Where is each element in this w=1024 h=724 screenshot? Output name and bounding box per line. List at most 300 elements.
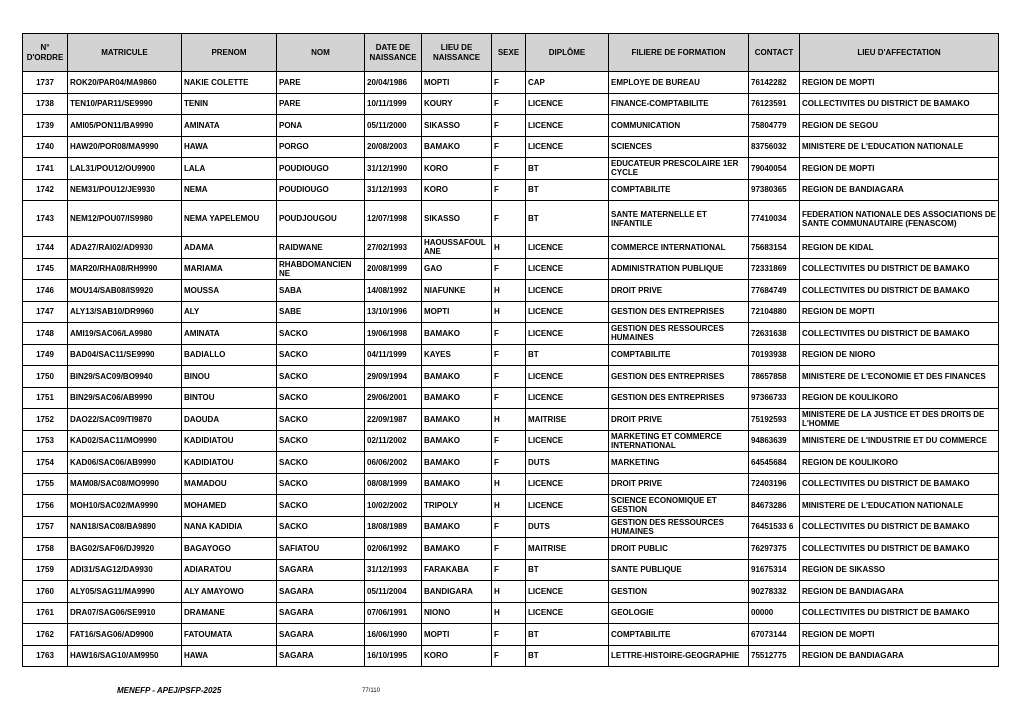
cell-sexe: H [492,280,526,302]
table-row [23,645,999,667]
cell-diplome: LICENCE [526,93,609,115]
cell-prenom: KADIDIATOU [182,430,277,452]
cell-filiere: GESTION DES ENTREPRISES [609,387,749,409]
col-header-sexe: SEXE [492,34,526,72]
cell-nom: SACKO [277,516,365,538]
cell-matricule: NAN18/SAC08/BA9890 [68,516,182,538]
cell-lieu: FARAKABA [422,559,492,581]
cell-nom: SACKO [277,473,365,495]
cell-diplome: LICENCE [526,280,609,302]
cell-affectation: REGION DE MOPTI [800,301,999,323]
cell-filiere: SANTE PUBLIQUE [609,559,749,581]
cell-lieu: BAMAKO [422,430,492,452]
cell-diplome: BT [526,158,609,180]
cell-matricule: LAL31/POU12/OU9900 [68,158,182,180]
cell-sexe: H [492,473,526,495]
cell-date: 20/08/1999 [365,258,422,280]
cell-matricule: KAD06/SAC06/AB9990 [68,452,182,474]
cell-diplome: LICENCE [526,495,609,517]
cell-affectation: REGION DE MOPTI [800,72,999,94]
cell-diplome: DUTS [526,516,609,538]
cell-ordre: 1742 [23,179,68,201]
cell-sexe: F [492,387,526,409]
cell-matricule: NEM12/POU07/IS9980 [68,201,182,237]
table-row [23,516,999,538]
cell-diplome: MAITRISE [526,409,609,431]
cell-date: 19/06/1998 [365,323,422,345]
cell-prenom: ALY [182,301,277,323]
cell-sexe: F [492,93,526,115]
cell-nom: PARE [277,93,365,115]
cell-date: 10/11/1999 [365,93,422,115]
cell-contact: 91675314 [749,559,800,581]
cell-nom: SAGARA [277,581,365,603]
table-row [23,366,999,388]
cell-contact: 75683154 [749,237,800,259]
cell-contact: 97366733 [749,387,800,409]
cell-sexe: H [492,409,526,431]
cell-sexe: F [492,366,526,388]
cell-diplome: BT [526,645,609,667]
table-row [23,93,999,115]
col-header-diplome: DIPLÔME [526,34,609,72]
cell-contact: 90278332 [749,581,800,603]
cell-prenom: HAWA [182,645,277,667]
cell-lieu: KAYES [422,344,492,366]
cell-contact: 76142282 [749,72,800,94]
cell-ordre: 1758 [23,538,68,560]
cell-lieu: BAMAKO [422,387,492,409]
cell-ordre: 1743 [23,201,68,237]
cell-contact: 67073144 [749,624,800,646]
cell-sexe: H [492,581,526,603]
cell-contact: 70193938 [749,344,800,366]
cell-ordre: 1762 [23,624,68,646]
cell-diplome: BT [526,201,609,237]
cell-diplome: CAP [526,72,609,94]
cell-ordre: 1744 [23,237,68,259]
cell-affectation: REGION DE KIDAL [800,237,999,259]
cell-nom: RAIDWANE [277,237,365,259]
cell-filiere: COMPTABILITE [609,179,749,201]
cell-ordre: 1746 [23,280,68,302]
cell-nom: PORGO [277,136,365,158]
cell-filiere: SCIENCE ECONOMIQUE ET GESTION [609,495,749,517]
cell-contact: 72631638 [749,323,800,345]
cell-diplome: LICENCE [526,237,609,259]
cell-lieu: BAMAKO [422,538,492,560]
cell-diplome: LICENCE [526,366,609,388]
table-row [23,158,999,180]
cell-sexe: F [492,158,526,180]
col-header-ordre: N° D'ORDRE [23,34,68,72]
cell-date: 16/06/1990 [365,624,422,646]
cell-ordre: 1759 [23,559,68,581]
cell-affectation: COLLECTIVITES DU DISTRICT DE BAMAKO [800,323,999,345]
cell-diplome: BT [526,179,609,201]
table-row [23,115,999,137]
cell-prenom: AMINATA [182,323,277,345]
cell-matricule: BAD04/SAC11/SE9990 [68,344,182,366]
cell-filiere: COMPTABILITE [609,344,749,366]
cell-prenom: TENIN [182,93,277,115]
cell-sexe: F [492,538,526,560]
cell-filiere: SCIENCES [609,136,749,158]
cell-sexe: H [492,602,526,624]
cell-date: 02/06/1992 [365,538,422,560]
cell-sexe: H [492,237,526,259]
cell-date: 07/06/1991 [365,602,422,624]
table-body [23,72,999,667]
cell-contact: 94863639 [749,430,800,452]
cell-sexe: F [492,645,526,667]
cell-diplome: DUTS [526,452,609,474]
candidates-table [22,33,999,667]
cell-nom: SABA [277,280,365,302]
cell-ordre: 1753 [23,430,68,452]
table-row [23,136,999,158]
cell-filiere: EMPLOYE DE BUREAU [609,72,749,94]
cell-lieu: NIAFUNKE [422,280,492,302]
cell-date: 05/11/2000 [365,115,422,137]
cell-diplome: LICENCE [526,602,609,624]
cell-ordre: 1763 [23,645,68,667]
cell-filiere: GESTION DES ENTREPRISES [609,366,749,388]
cell-date: 12/07/1998 [365,201,422,237]
cell-date: 31/12/1993 [365,559,422,581]
cell-contact: 64545684 [749,452,800,474]
table-row [23,495,999,517]
cell-diplome: BT [526,559,609,581]
cell-filiere: COMMERCE INTERNATIONAL [609,237,749,259]
cell-filiere: GEOLOGIE [609,602,749,624]
cell-diplome: MAITRISE [526,538,609,560]
cell-affectation: MINISTERE DE LA JUSTICE ET DES DROITS DE L'HOMME [800,409,999,431]
table-row [23,602,999,624]
cell-contact: 79040054 [749,158,800,180]
cell-lieu: NIONO [422,602,492,624]
footer-reference: MENEFP - APEJ/PSFP-2025 [117,686,222,695]
cell-sexe: F [492,624,526,646]
cell-ordre: 1760 [23,581,68,603]
cell-affectation: MINISTERE DE L'EDUCATION NATIONALE [800,136,999,158]
cell-affectation: REGION DE MOPTI [800,624,999,646]
cell-diplome: BT [526,344,609,366]
cell-ordre: 1737 [23,72,68,94]
table-header-row [23,34,999,72]
table-row [23,301,999,323]
col-header-prenom: PRENOM [182,34,277,72]
cell-prenom: BINTOU [182,387,277,409]
cell-nom: SAGARA [277,559,365,581]
cell-affectation: MINISTERE DE L'INDUSTRIE ET DU COMMERCE [800,430,999,452]
cell-filiere: ADMINISTRATION PUBLIQUE [609,258,749,280]
cell-prenom: MOHAMED [182,495,277,517]
cell-nom: SAGARA [277,624,365,646]
table-row [23,581,999,603]
cell-affectation: COLLECTIVITES DU DISTRICT DE BAMAKO [800,280,999,302]
cell-nom: POUDIOUGO [277,158,365,180]
table-row [23,430,999,452]
cell-prenom: AMINATA [182,115,277,137]
cell-lieu: BAMAKO [422,366,492,388]
cell-ordre: 1738 [23,93,68,115]
cell-prenom: DRAMANE [182,602,277,624]
cell-date: 05/11/2004 [365,581,422,603]
cell-ordre: 1752 [23,409,68,431]
cell-date: 22/09/1987 [365,409,422,431]
cell-ordre: 1740 [23,136,68,158]
cell-date: 29/09/1994 [365,366,422,388]
cell-matricule: FAT16/SAG06/AD9900 [68,624,182,646]
cell-diplome: LICENCE [526,323,609,345]
cell-ordre: 1754 [23,452,68,474]
cell-ordre: 1749 [23,344,68,366]
cell-ordre: 1748 [23,323,68,345]
cell-prenom: NEMA YAPELEMOU [182,201,277,237]
cell-nom: PONA [277,115,365,137]
cell-matricule: BIN29/SAC09/BO9940 [68,366,182,388]
cell-contact: 84673286 [749,495,800,517]
cell-prenom: BADIALLO [182,344,277,366]
col-header-lieu: LIEU DE NAISSANCE [422,34,492,72]
cell-nom: SAGARA [277,645,365,667]
cell-filiere: DROIT PUBLIC [609,538,749,560]
cell-matricule: BIN29/SAC06/AB9990 [68,387,182,409]
cell-prenom: ADIARATOU [182,559,277,581]
page-number: 77/110 [362,688,380,694]
cell-diplome: LICENCE [526,473,609,495]
cell-date: 16/10/1995 [365,645,422,667]
cell-sexe: F [492,323,526,345]
cell-matricule: ALY13/SAB10/DR9960 [68,301,182,323]
cell-ordre: 1755 [23,473,68,495]
cell-contact: 72104880 [749,301,800,323]
cell-nom: SABE [277,301,365,323]
cell-matricule: MOU14/SAB08/IS9920 [68,280,182,302]
table-row [23,179,999,201]
cell-sexe: H [492,301,526,323]
cell-nom: SACKO [277,323,365,345]
cell-matricule: ROK20/PAR04/MA9860 [68,72,182,94]
cell-sexe: F [492,452,526,474]
cell-matricule: AMI19/SAC06/LA9980 [68,323,182,345]
cell-date: 10/02/2002 [365,495,422,517]
col-header-date: DATE DE NAISSANCE [365,34,422,72]
cell-date: 13/10/1996 [365,301,422,323]
cell-contact: 76451533 6 [749,516,800,538]
cell-sexe: F [492,344,526,366]
cell-diplome: LICENCE [526,136,609,158]
cell-matricule: NEM31/POU12/JE9930 [68,179,182,201]
cell-lieu: MOPTI [422,301,492,323]
cell-contact: 78657858 [749,366,800,388]
table-row [23,280,999,302]
cell-nom: POUDJOUGOU [277,201,365,237]
cell-contact: 75512775 [749,645,800,667]
cell-matricule: MAM08/SAC08/MO9990 [68,473,182,495]
cell-contact: 72403196 [749,473,800,495]
table-row [23,387,999,409]
cell-contact: 75804779 [749,115,800,137]
cell-lieu: GAO [422,258,492,280]
cell-affectation: COLLECTIVITES DU DISTRICT DE BAMAKO [800,258,999,280]
cell-lieu: SIKASSO [422,115,492,137]
cell-affectation: REGION DE BANDIAGARA [800,645,999,667]
col-header-filiere: FILIERE DE FORMATION [609,34,749,72]
cell-filiere: FINANCE-COMPTABILITE [609,93,749,115]
cell-sexe: F [492,115,526,137]
table-row [23,323,999,345]
cell-lieu: SIKASSO [422,201,492,237]
cell-matricule: ALY05/SAG11/MA9990 [68,581,182,603]
cell-prenom: LALA [182,158,277,180]
cell-matricule: MOH10/SAC02/MA9990 [68,495,182,517]
cell-affectation: REGION DE BANDIAGARA [800,179,999,201]
cell-prenom: NAKIE COLETTE [182,72,277,94]
cell-prenom: NEMA [182,179,277,201]
cell-ordre: 1745 [23,258,68,280]
cell-date: 14/08/1992 [365,280,422,302]
cell-ordre: 1741 [23,158,68,180]
table-row [23,559,999,581]
cell-lieu: BAMAKO [422,323,492,345]
table-row [23,344,999,366]
cell-prenom: DAOUDA [182,409,277,431]
cell-filiere: COMMUNICATION [609,115,749,137]
table-row [23,538,999,560]
cell-affectation: REGION DE MOPTI [800,158,999,180]
cell-nom: SACKO [277,495,365,517]
cell-contact: 77684749 [749,280,800,302]
cell-lieu: MOPTI [422,72,492,94]
cell-prenom: MAMADOU [182,473,277,495]
cell-prenom: MOUSSA [182,280,277,302]
cell-sexe: F [492,516,526,538]
cell-filiere: GESTION DES ENTREPRISES [609,301,749,323]
cell-nom: SACKO [277,409,365,431]
cell-filiere: SANTE MATERNELLE ET INFANTILE [609,201,749,237]
cell-lieu: HAOUSSAFOUL ANE [422,237,492,259]
cell-lieu: KORO [422,645,492,667]
cell-contact: 76297375 [749,538,800,560]
cell-ordre: 1747 [23,301,68,323]
cell-lieu: BAMAKO [422,136,492,158]
cell-date: 27/02/1993 [365,237,422,259]
cell-lieu: MOPTI [422,624,492,646]
cell-date: 20/04/1986 [365,72,422,94]
cell-ordre: 1756 [23,495,68,517]
cell-nom: RHABDOMANCIEN NE [277,258,365,280]
cell-date: 04/11/1999 [365,344,422,366]
cell-prenom: MARIAMA [182,258,277,280]
cell-lieu: KOURY [422,93,492,115]
cell-date: 29/06/2001 [365,387,422,409]
cell-filiere: MARKETING [609,452,749,474]
cell-affectation: REGION DE SEGOU [800,115,999,137]
table-row [23,624,999,646]
cell-prenom: BINOU [182,366,277,388]
cell-diplome: LICENCE [526,258,609,280]
cell-lieu: TRIPOLY [422,495,492,517]
table-row [23,258,999,280]
cell-date: 18/08/1989 [365,516,422,538]
cell-ordre: 1750 [23,366,68,388]
cell-sexe: F [492,430,526,452]
cell-affectation: COLLECTIVITES DU DISTRICT DE BAMAKO [800,473,999,495]
cell-affectation: REGION DE KOULIKORO [800,387,999,409]
cell-sexe: H [492,495,526,517]
cell-affectation: REGION DE NIORO [800,344,999,366]
col-header-matricule: MATRICULE [68,34,182,72]
cell-lieu: BAMAKO [422,452,492,474]
cell-ordre: 1739 [23,115,68,137]
cell-prenom: KADIDIATOU [182,452,277,474]
cell-matricule: ADA27/RAI02/AD9930 [68,237,182,259]
cell-diplome: LICENCE [526,430,609,452]
cell-date: 08/08/1999 [365,473,422,495]
cell-lieu: BAMAKO [422,409,492,431]
table-row [23,452,999,474]
cell-affectation: COLLECTIVITES DU DISTRICT DE BAMAKO [800,93,999,115]
cell-diplome: LICENCE [526,387,609,409]
cell-date: 02/11/2002 [365,430,422,452]
cell-affectation: FEDERATION NATIONALE DES ASSOCIATIONS DE SANTE COMMUNAUTAIRE (FENASCOM) [800,201,999,237]
cell-sexe: F [492,72,526,94]
cell-matricule: TEN10/PAR11/SE9990 [68,93,182,115]
cell-nom: SAGARA [277,602,365,624]
cell-nom: SACKO [277,344,365,366]
cell-date: 31/12/1993 [365,179,422,201]
cell-nom: SACKO [277,387,365,409]
cell-matricule: DAO22/SAC09/TI9870 [68,409,182,431]
cell-nom: SACKO [277,366,365,388]
cell-filiere: GESTION DES RESSOURCES HUMAINES [609,323,749,345]
cell-affectation: REGION DE BANDIAGARA [800,581,999,603]
cell-date: 31/12/1990 [365,158,422,180]
cell-filiere: COMPTABILITE [609,624,749,646]
cell-affectation: COLLECTIVITES DU DISTRICT DE BAMAKO [800,602,999,624]
cell-contact: 83756032 [749,136,800,158]
cell-filiere: EDUCATEUR PRESCOLAIRE 1ER CYCLE [609,158,749,180]
cell-filiere: GESTION DES RESSOURCES HUMAINES [609,516,749,538]
cell-ordre: 1761 [23,602,68,624]
cell-prenom: ADAMA [182,237,277,259]
cell-sexe: F [492,559,526,581]
table-row [23,473,999,495]
table-row [23,237,999,259]
cell-nom: POUDIOUGO [277,179,365,201]
cell-lieu: KORO [422,179,492,201]
cell-date: 20/08/2003 [365,136,422,158]
table-row [23,409,999,431]
cell-matricule: KAD02/SAC11/MO9990 [68,430,182,452]
cell-sexe: F [492,258,526,280]
cell-contact: 76123591 [749,93,800,115]
cell-nom: SACKO [277,430,365,452]
cell-contact: 00000 [749,602,800,624]
cell-sexe: F [492,136,526,158]
table-row [23,72,999,94]
cell-affectation: COLLECTIVITES DU DISTRICT DE BAMAKO [800,516,999,538]
cell-diplome: BT [526,624,609,646]
cell-filiere: DROIT PRIVE [609,280,749,302]
cell-lieu: KORO [422,158,492,180]
cell-contact: 75192593 [749,409,800,431]
cell-matricule: ADI31/SAG12/DA9930 [68,559,182,581]
cell-lieu: BAMAKO [422,516,492,538]
cell-filiere: GESTION [609,581,749,603]
